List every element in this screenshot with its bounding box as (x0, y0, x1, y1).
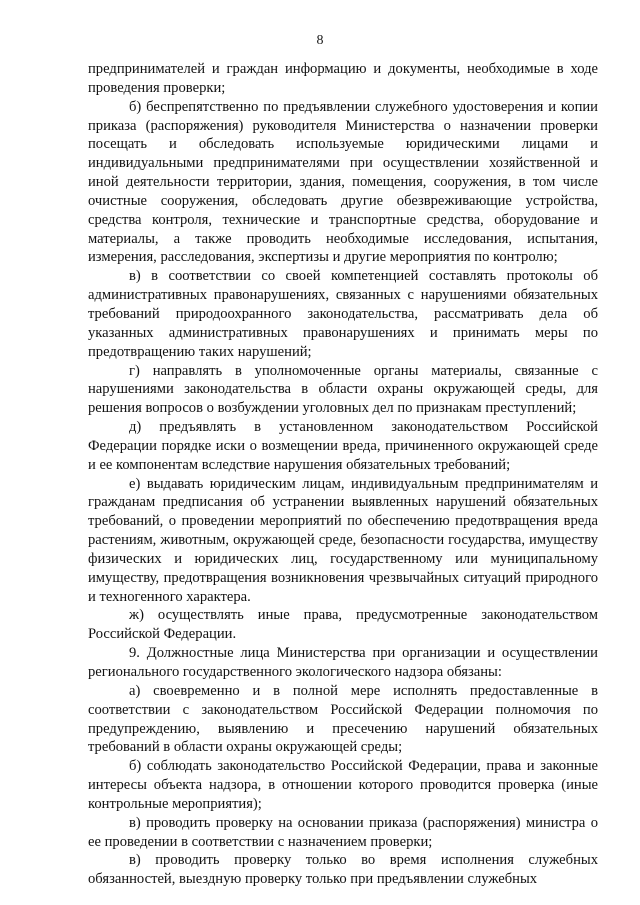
document-body (88, 60, 598, 889)
paragraph-item-d: д) предъявлять в установленном законодательством Российской Федерации порядке иски о возмещении вреда, причиненного окружающей среде и ее компонентам вследствие нарушения обязательных требований; (88, 419, 598, 473)
paragraph-item-b: б) беспрепятственно по предъявлении служебного удостоверения и копии приказа (распоряжения) руководителя Министерства о назначении проверки посещать и обследовать используемые юридическими лицами и индивидуальными предпринимателями при осуществлении хозяйственной и иной деятельности территории, здания, помещения, сооружения, в том числе очистные сооружения, обследовать другие обезвреживающие устройства, средства контроля, технические и транспортные средства, оборудование и материалы, а также проводить необходимые исследования, испытания, измерения, расследования, экспертизы и другие мероприятия по контролю; (88, 98, 598, 266)
paragraph-duty-a: а) своевременно и в полной мере исполнять предоставленные в соответствии с законодательством Российской Федерации полномочия по предупреждению, выявлению и пресечению нарушений обязательных требований в области охраны окружающей среды; (88, 682, 598, 756)
paragraph-item-g: г) направлять в уполномоченные органы материалы, связанные с нарушениями законодательства в области охраны окружающей среды, для решения вопросов о возбуждении уголовных дел по признакам преступлений; (88, 362, 598, 417)
paragraph-duty-v: в) проводить проверку на основании приказа (распоряжения) министра о ее проведении в соответствии с назначением проверки; (88, 814, 598, 850)
paragraph-section-9: 9. Должностные лица Министерства при организации и осуществлении регионального государственного экологического надзора обязаны: (88, 645, 598, 680)
paragraph-duty-v-second: в) проводить проверку только во время исполнения служебных обязанностей, выездную проверку только при предъявлении служебных (88, 852, 598, 888)
paragraph-continuation: предпринимателей и граждан информацию и документы, необходимые в ходе проведения проверки; (88, 61, 598, 96)
paragraph-item-zh: ж) осуществлять иные права, предусмотренные законодательством Российской Федерации. (88, 607, 598, 643)
paragraph-item-v: в) в соответствии со своей компетенцией составлять протоколы об административных правонарушениях, связанных с нарушениями обязательных требований природоохранного законодательства, рассматривать дела об указанных административных правонарушениях и принимать меры по предотвращению таких нарушений; (88, 268, 598, 360)
page-number: 8 (316, 33, 324, 48)
paragraph-duty-b: б) соблюдать законодательство Российской Федерации, права и законные интересы объекта надзора, в отношении которого проводится проверка (иные контрольные мероприятия); (88, 758, 598, 812)
paragraph-item-e: е) выдавать юридическим лицам, индивидуальным предпринимателям и гражданам предписания об устранении выявленных нарушений обязательных требований, о проведении мероприятий по обеспечению предотвращения вреда растениям, животным, окружающей среде, безопасности государства, имуществу физических и юридических лиц, государственному или муниципальному имуществу, предотвращения возникновения чрезвычайных ситуаций природного и техногенного характера. (88, 475, 598, 605)
